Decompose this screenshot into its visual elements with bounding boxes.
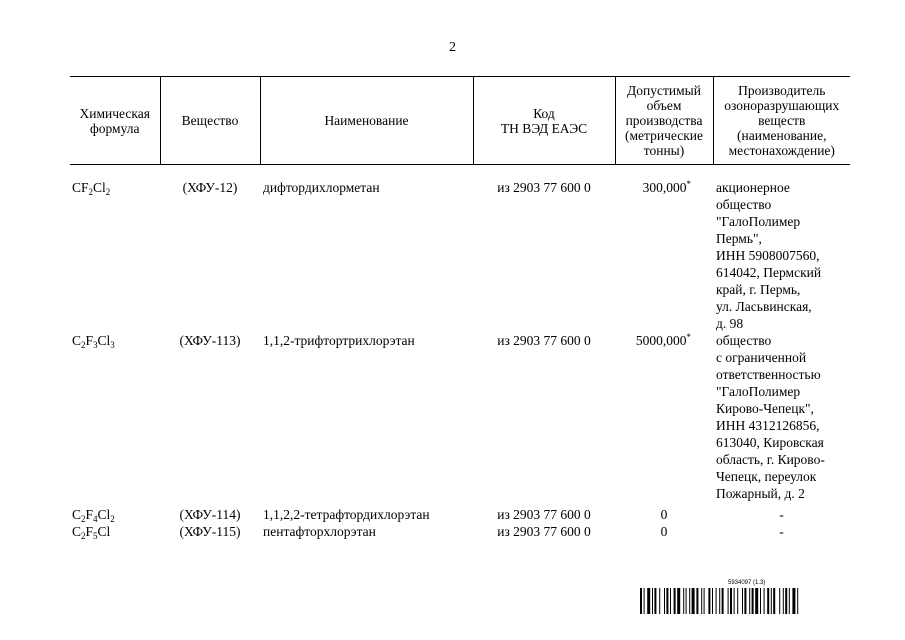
header-formula: Химическая формула [70,77,160,165]
cell-name: пентафторхлорэтан [263,524,376,539]
cell-formula: $C_2F_3Cl_3$ [72,333,115,350]
cell-formula: $CF_2Cl_2$ [72,180,111,197]
ods-production-table [70,76,850,540]
cell-substance: (ХФУ-115) [179,524,241,539]
footnote-mark: * [686,332,691,342]
footnote-mark: * [686,179,691,189]
table-row [70,332,850,502]
header-code [473,77,615,165]
header-volume: Допустимый объем производства (метрические тонны) [615,77,713,165]
cell-name: дифтордихлорметан [263,180,380,195]
cell-volume: 300,000* [642,179,691,195]
cell-code: из 2903 77 600 0 [497,507,591,522]
header-code-line-2: ТН ВЭД ЕАЭС [500,120,588,136]
table-row [70,506,850,523]
cell-producer: акционерное общество "ГалоПолимер Пермь", ИНН 5908007560, 614042, Пермский край, г. Пермь, ул. Ласьвинская, д. 98 [716,180,822,331]
cell-producer: - [779,524,784,539]
cell-formula: $C_2F_4Cl_2$ [72,507,115,524]
cell-name: 1,1,2,2-тетрафтордихлорэтан [263,507,430,522]
cell-volume: 5000,000* [635,332,691,348]
cell-code: из 2903 77 600 0 [497,524,591,539]
cell-name: 1,1,2-трифтортрихлорэтан [263,333,415,348]
page-number: 2 [449,40,456,55]
cell-substance: (ХФУ-12) [182,180,238,195]
header-substance: Вещество [160,77,260,165]
cell-code: из 2903 77 600 0 [497,333,591,348]
cell-substance: (ХФУ-113) [179,333,241,348]
document-barcode [640,580,860,616]
header-code-line-1: Код [533,105,555,121]
cell-producer: общество с ограниченной ответственностью "ГалоПолимер Кирово-Чепецк", ИНН 4312126856, 613040, Кировская область, г. Кирово- Чепецк, переулок Пожарный, д. 2 [716,333,825,501]
header-producer: Производитель озоноразрушающих веществ (наименование, местонахождение) [713,77,850,165]
header-name: Наименование [260,77,473,165]
cell-volume: 0 [660,524,668,539]
cell-code: из 2903 77 600 0 [497,180,591,195]
barcode-image [640,588,860,614]
barcode-label: 5934097 (1.3) [728,580,766,586]
cell-substance: (ХФУ-114) [179,507,241,522]
table-row [70,523,850,540]
cell-producer: - [779,507,784,522]
table-row [70,179,850,332]
table-header-row [70,77,850,165]
cell-volume: 0 [660,507,668,522]
cell-formula: $C_2F_5Cl$ [72,524,111,541]
